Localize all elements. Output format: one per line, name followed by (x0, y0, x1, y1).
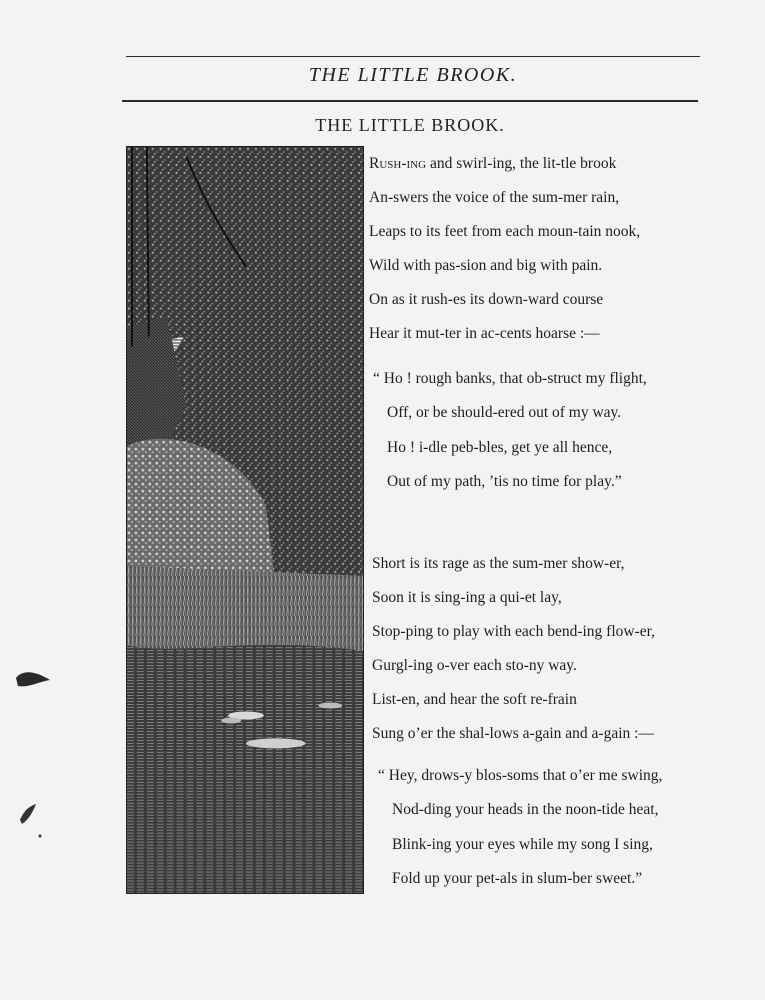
poem-line: Blink-ing your eyes while my song I sing, (392, 836, 653, 853)
poem-line: Fold up your pet-als in slum-ber sweet.” (392, 870, 643, 887)
running-head: THE LITTLE BROOK. (308, 64, 518, 86)
poem-line: On as it rush-es its down-ward course (369, 291, 604, 308)
poem-line: “ Ho ! rough banks, that ob-struct my flight, (373, 370, 647, 387)
poem-line: Stop-ping to play with each bend-ing flow-er, (372, 623, 656, 640)
poem-line: An-swers the voice of the sum-mer rain, (369, 189, 620, 206)
poem-line: Short is its rage as the sum-mer show-er, (372, 555, 625, 572)
poem-title: THE LITTLE BROOK. (315, 115, 505, 135)
drop-word: Rush-ing (369, 155, 427, 172)
ink-blot (14, 668, 54, 690)
header-rule-top (126, 56, 700, 57)
poem-line (369, 155, 616, 173)
poem-line: Hear it mut-ter in ac-cents hoarse :— (369, 325, 600, 342)
poem-line: “ Hey, drows-y blos-soms that o’er me swing, (378, 767, 663, 784)
ink-blot (14, 800, 42, 840)
header-rule-bottom (122, 100, 698, 102)
poem-line: List-en, and hear the soft re-frain (372, 691, 577, 708)
poem-line: Wild with pas-sion and big with pain. (369, 257, 603, 274)
brook-engraving-illustration (126, 146, 364, 894)
poem-line: Gurgl-ing o-ver each sto-ny way. (372, 657, 577, 674)
poem-line: Sung o’er the shal-lows a-gain and a-gain :— (372, 725, 654, 742)
poem-line: Out of my path, ’tis no time for play.” (387, 473, 622, 490)
poem-line: Off, or be should-ered out of my way. (387, 404, 622, 421)
line-rest: and swirl-ing, the lit-tle brook (426, 155, 617, 172)
poem-line: Leaps to its feet from each moun-tain nook, (369, 223, 641, 240)
poem-line: Soon it is sing-ing a qui-et lay, (372, 589, 562, 606)
poem-line: Ho ! i-dle peb-bles, get ye all hence, (387, 439, 613, 456)
poem-line: Nod-ding your heads in the noon-tide heat, (392, 801, 659, 818)
